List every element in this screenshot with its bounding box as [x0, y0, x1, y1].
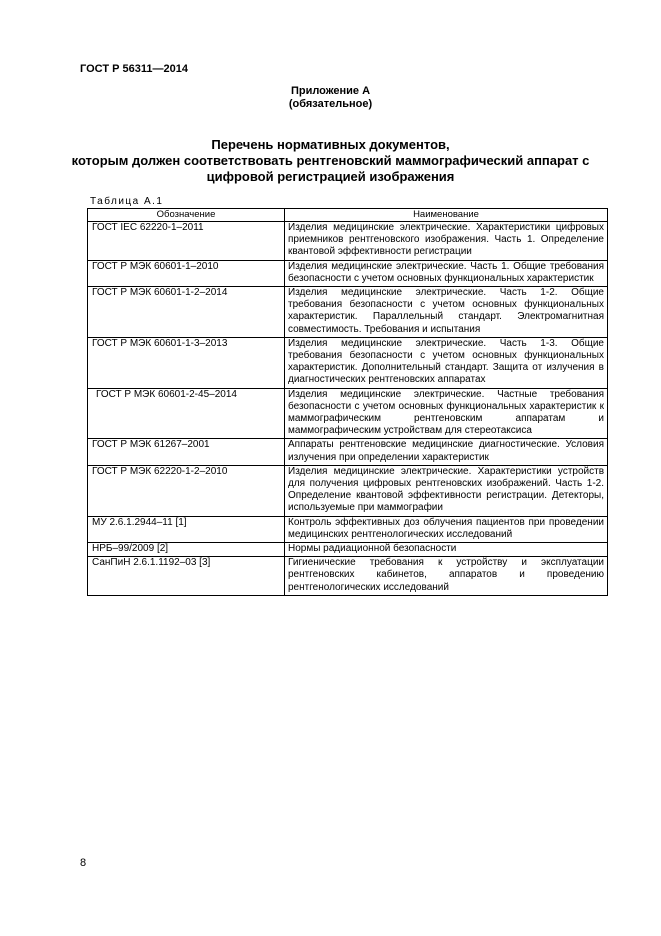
row-designation: ГОСТ Р МЭК 62220-1-2–2010 [88, 465, 285, 516]
table-row [88, 222, 608, 261]
row-designation: ГОСТ Р МЭК 60601-1-3–2013 [88, 337, 285, 388]
table-row [88, 388, 608, 439]
title-line-2: которым должен соответствовать рентгеновский маммографический аппарат с [71, 153, 590, 168]
row-name: Нормы радиационной безопасности [285, 543, 608, 557]
row-name: Изделия медицинские электрические. Характеристики цифровых приемников рентгеновского изображения. Часть 1. Определение квантовой эффективности регистрации [285, 222, 608, 261]
row-name: Изделия медицинские электрические. Частные требования безопасности с учетом основных функциональных характеристик к маммографическим рентгеновским аппаратам и маммографическим устройствам для стереотаксиса [285, 388, 608, 439]
annex-heading [0, 85, 661, 111]
table-row [88, 516, 608, 542]
section-title [0, 137, 661, 185]
table-row [88, 439, 608, 465]
table-row [88, 543, 608, 557]
column-header-designation: Обозначение [88, 209, 285, 222]
row-name: Изделия медицинские электрические. Часть 1-2. Общие требования безопасности с учетом основных функциональных характеристик. Параллельный стандарт. Электромагнитная совместимость. Требования и испытания [285, 287, 608, 338]
table-header-row [88, 209, 608, 222]
table-row [88, 337, 608, 388]
row-designation: ГОСТ Р МЭК 60601-1–2010 [88, 260, 285, 286]
row-name: Гигиенические требования к устройству и эксплуатации рентгеновских кабинетов, аппаратов и проведению рентгенологических исследований [285, 557, 608, 596]
annex-status: (обязательное) [288, 98, 373, 110]
title-line-1: Перечень нормативных документов, [211, 137, 450, 152]
column-header-name: Наименование [285, 209, 608, 222]
row-name: Изделия медицинские электрические. Часть 1. Общие требования безопасности с учетом основных функциональных характеристик [285, 260, 608, 286]
row-designation: ГОСТ IEC 62220-1–2011 [88, 222, 285, 261]
table-label: Таблица А.1 [90, 196, 164, 207]
row-name: Изделия медицинские электрические. Характеристики устройств для получения цифровых рентгеновских изображений. Часть 1-2. Определение квантовой эффективности регистрации. Детекторы, используемые при маммографии [285, 465, 608, 516]
title-line-3: цифровой регистрацией изображения [206, 169, 455, 184]
normative-references-table [87, 208, 608, 596]
document-code: ГОСТ Р 56311—2014 [80, 63, 188, 75]
annex-name: Приложение А [290, 85, 371, 97]
row-designation: ГОСТ Р МЭК 60601-1-2–2014 [88, 287, 285, 338]
row-designation: МУ 2.6.1.2944–11 [1] [88, 516, 285, 542]
table-row [88, 287, 608, 338]
row-designation: НРБ–99/2009 [2] [88, 543, 285, 557]
row-designation: СанПиН 2.6.1.1192–03 [3] [88, 557, 285, 596]
table-row [88, 465, 608, 516]
page-number: 8 [80, 857, 87, 869]
row-name: Аппараты рентгеновские медицинские диагностические. Условия излучения при определении характеристик [285, 439, 608, 465]
row-designation: ГОСТ Р МЭК 60601-2-45–2014 [88, 388, 285, 439]
row-designation: ГОСТ Р МЭК 61267–2001 [88, 439, 285, 465]
table-row [88, 557, 608, 596]
row-name: Контроль эффективных доз облучения пациентов при проведении медицинских рентгенологических исследований [285, 516, 608, 542]
row-name: Изделия медицинские электрические. Часть 1-3. Общие требования безопасности с учетом основных функциональных характеристик. Дополнительный стандарт. Защита от излучения в диагностических рентгеновских аппаратах [285, 337, 608, 388]
table-row [88, 260, 608, 286]
